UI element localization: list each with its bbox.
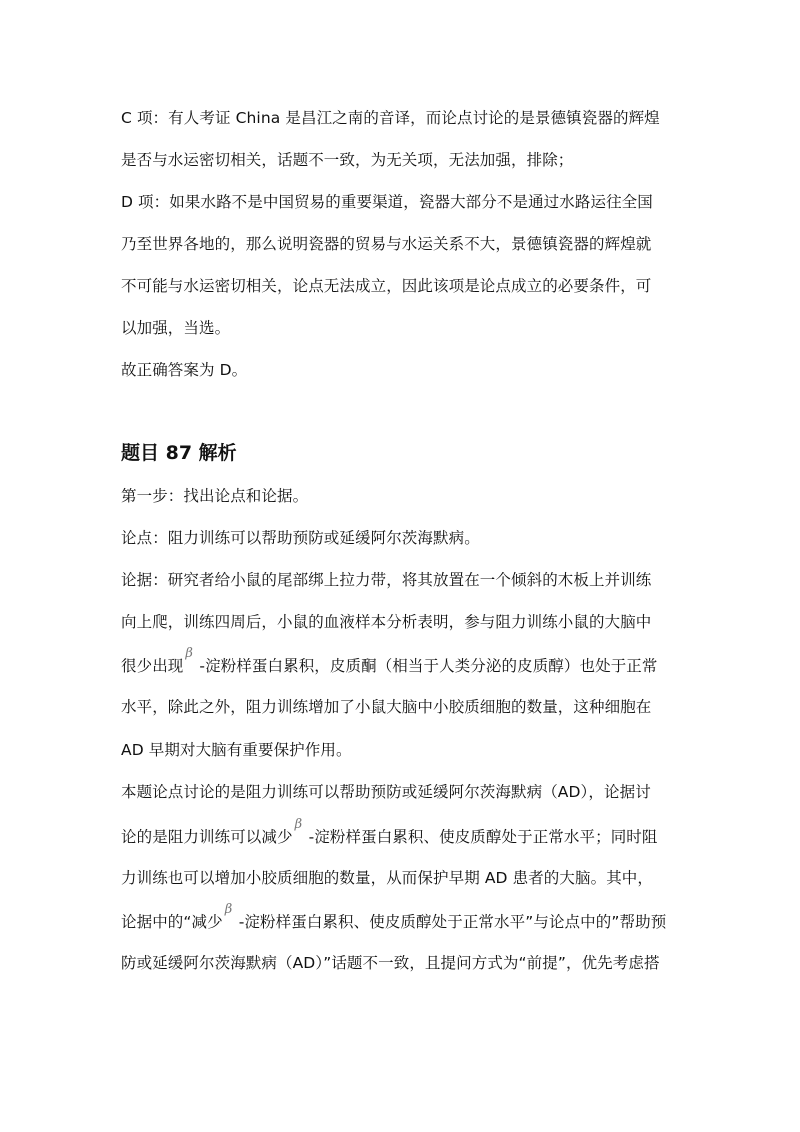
analysis-line-5: 防或延缓阿尔茨海默病（AD）”话题不一致，且提问方式为“前提”，优先考虑搭 <box>121 954 660 972</box>
answer-line: 故正确答案为 D。 <box>121 361 248 379</box>
beta-glyph: β <box>185 646 194 661</box>
option-c-line-2: 是否与水运密切相关，话题不一致，为无关项，无法加强，排除； <box>121 151 574 169</box>
step-one-line: 第一步：找出论点和论据。 <box>121 487 309 505</box>
analysis-text-before-beta: 论的是阻力训练可以减少 <box>121 828 293 846</box>
analysis-line-1: 本题论点讨论的是阻力训练可以帮助预防或延缓阿尔茨海默病（AD），论据讨 <box>121 783 651 801</box>
option-d-line-4: 以加强，当选。 <box>121 319 231 337</box>
option-c-line-1: C 项：有人考证 China 是昌江之南的音译，而论点讨论的是景德镇瓷器的辉煌 <box>121 109 660 127</box>
option-d-line-2: 乃至世界各地的，那么说明瓷器的贸易与水运关系不大，景德镇瓷器的辉煌就 <box>121 235 652 253</box>
evidence-line-3 <box>121 646 658 676</box>
evidence-line-2: 向上爬，训练四周后，小鼠的血液样本分析表明，参与阻力训练小鼠的大脑中 <box>121 613 652 631</box>
beta-glyph: β <box>224 902 233 917</box>
evidence-text-before-beta: 很少出现 <box>121 657 184 675</box>
option-d-line-3: 不可能与水运密切相关，论点无法成立，因此该项是论点成立的必要条件，可 <box>121 277 652 295</box>
analysis-text-after-beta: -淀粉样蛋白累积、使皮质醇处于正常水平；同时阻 <box>308 828 658 846</box>
evidence-line-5: AD 早期对大脑有重要保护作用。 <box>121 741 352 759</box>
analysis-quote-before-beta: 论据中的“减少 <box>121 913 223 931</box>
evidence-text-after-beta: -淀粉样蛋白累积，皮质酮（相当于人类分泌的皮质醇）也处于正常 <box>199 657 658 675</box>
beta-glyph: β <box>294 817 303 832</box>
evidence-line-4: 水平，除此之外，阻力训练增加了小鼠大脑中小胶质细胞的数量，这种细胞在 <box>121 698 652 716</box>
option-d-line-1: D 项：如果水路不是中国贸易的重要渠道，瓷器大部分不是通过水路运往全国 <box>121 193 653 211</box>
beta-symbol <box>183 646 199 676</box>
evidence-line-1: 论据：研究者给小鼠的尾部绑上拉力带，将其放置在一个倾斜的木板上并训练 <box>121 571 652 589</box>
analysis-line-4 <box>121 902 667 932</box>
analysis-line-2 <box>121 817 658 847</box>
section-heading: 题目 87 解析 <box>121 442 237 464</box>
beta-symbol <box>223 902 239 932</box>
claim-line: 论点：阻力训练可以帮助预防或延缓阿尔茨海默病。 <box>121 529 480 547</box>
beta-symbol <box>293 817 309 847</box>
analysis-quote-after-beta: -淀粉样蛋白累积、使皮质醇处于正常水平”与论点中的”帮助预 <box>238 913 667 931</box>
analysis-line-3: 力训练也可以增加小胶质细胞的数量，从而保护早期 AD 患者的大脑。其中， <box>121 869 653 887</box>
